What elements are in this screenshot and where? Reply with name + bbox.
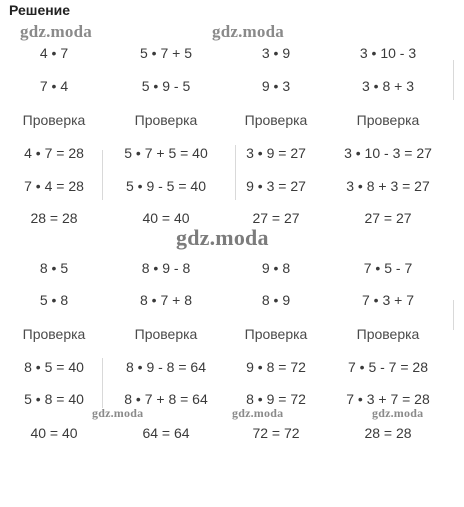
expression-row xyxy=(0,290,464,314)
expression: 3 • 10 - 3 xyxy=(359,45,417,61)
check-heading: Проверка xyxy=(244,112,308,128)
expression: 5 • 7 + 5 xyxy=(140,45,192,61)
expression: 8 • 9 - 8 xyxy=(141,260,191,276)
equation: 9 • 8 = 72 xyxy=(246,359,306,375)
expression: 3 • 8 + 3 xyxy=(362,78,414,94)
watermark: gdz.moda xyxy=(92,406,144,420)
equation: 5 • 8 = 40 xyxy=(24,391,84,407)
equation: 5 • 9 - 5 = 40 xyxy=(125,178,206,194)
expression: 5 • 8 xyxy=(39,292,69,308)
expression: 7 • 4 xyxy=(39,78,69,94)
expression-row xyxy=(0,43,464,67)
expression: 9 • 3 xyxy=(261,78,291,94)
check-heading: Проверка xyxy=(356,326,420,342)
check-heading-row xyxy=(0,324,464,348)
watermark: gdz.moda xyxy=(212,22,284,41)
equation: 8 • 7 + 8 = 64 xyxy=(124,391,208,407)
equation: 5 • 7 + 5 = 40 xyxy=(124,145,208,161)
expression-row xyxy=(0,258,464,282)
expression: 8 • 5 xyxy=(39,260,69,276)
watermark: gdz.moda xyxy=(232,406,284,420)
expression: 3 • 9 xyxy=(261,45,291,61)
equation: 9 • 3 = 27 xyxy=(246,178,306,194)
result: 72 = 72 xyxy=(252,425,300,441)
watermark: gdz.moda xyxy=(176,225,269,250)
check-heading: Проверка xyxy=(356,112,420,128)
equation: 7 • 5 - 7 = 28 xyxy=(347,359,428,375)
check-heading-row xyxy=(0,110,464,134)
result: 28 = 28 xyxy=(30,210,78,226)
expression: 7 • 3 + 7 xyxy=(362,292,414,308)
result: 64 = 64 xyxy=(142,425,190,441)
check-heading: Проверка xyxy=(22,326,86,342)
check-heading: Проверка xyxy=(22,112,86,128)
result: 40 = 40 xyxy=(30,425,78,441)
expression: 4 • 7 xyxy=(39,45,69,61)
expression: 8 • 7 + 8 xyxy=(140,292,192,308)
expression: 9 • 8 xyxy=(261,260,291,276)
watermark: gdz.moda xyxy=(372,406,424,420)
expression: 8 • 9 xyxy=(261,292,291,308)
expression: 7 • 5 - 7 xyxy=(363,260,413,276)
result-row xyxy=(0,423,464,447)
solution-title: Решение xyxy=(9,2,71,18)
equation: 3 • 10 - 3 = 27 xyxy=(344,145,432,161)
check-heading: Проверка xyxy=(134,326,198,342)
equation-row xyxy=(0,143,464,167)
equation: 8 • 5 = 40 xyxy=(24,359,84,375)
watermark: gdz.moda xyxy=(20,22,92,41)
equation: 4 • 7 = 28 xyxy=(24,145,84,161)
equation: 3 • 9 = 27 xyxy=(246,145,306,161)
equation-row xyxy=(0,176,464,200)
equation: 8 • 9 - 8 = 64 xyxy=(125,359,206,375)
result: 40 = 40 xyxy=(142,210,190,226)
equation-row xyxy=(0,357,464,381)
check-heading: Проверка xyxy=(244,326,308,342)
check-heading: Проверка xyxy=(134,112,198,128)
equation: 7 • 3 + 7 = 28 xyxy=(346,391,430,407)
equation: 8 • 9 = 72 xyxy=(246,391,306,407)
equation: 7 • 4 = 28 xyxy=(24,178,84,194)
result: 27 = 27 xyxy=(364,210,412,226)
result: 28 = 28 xyxy=(364,425,412,441)
result: 27 = 27 xyxy=(252,210,300,226)
expression-row xyxy=(0,76,464,100)
expression: 5 • 9 - 5 xyxy=(141,78,191,94)
equation: 3 • 8 + 3 = 27 xyxy=(346,178,430,194)
